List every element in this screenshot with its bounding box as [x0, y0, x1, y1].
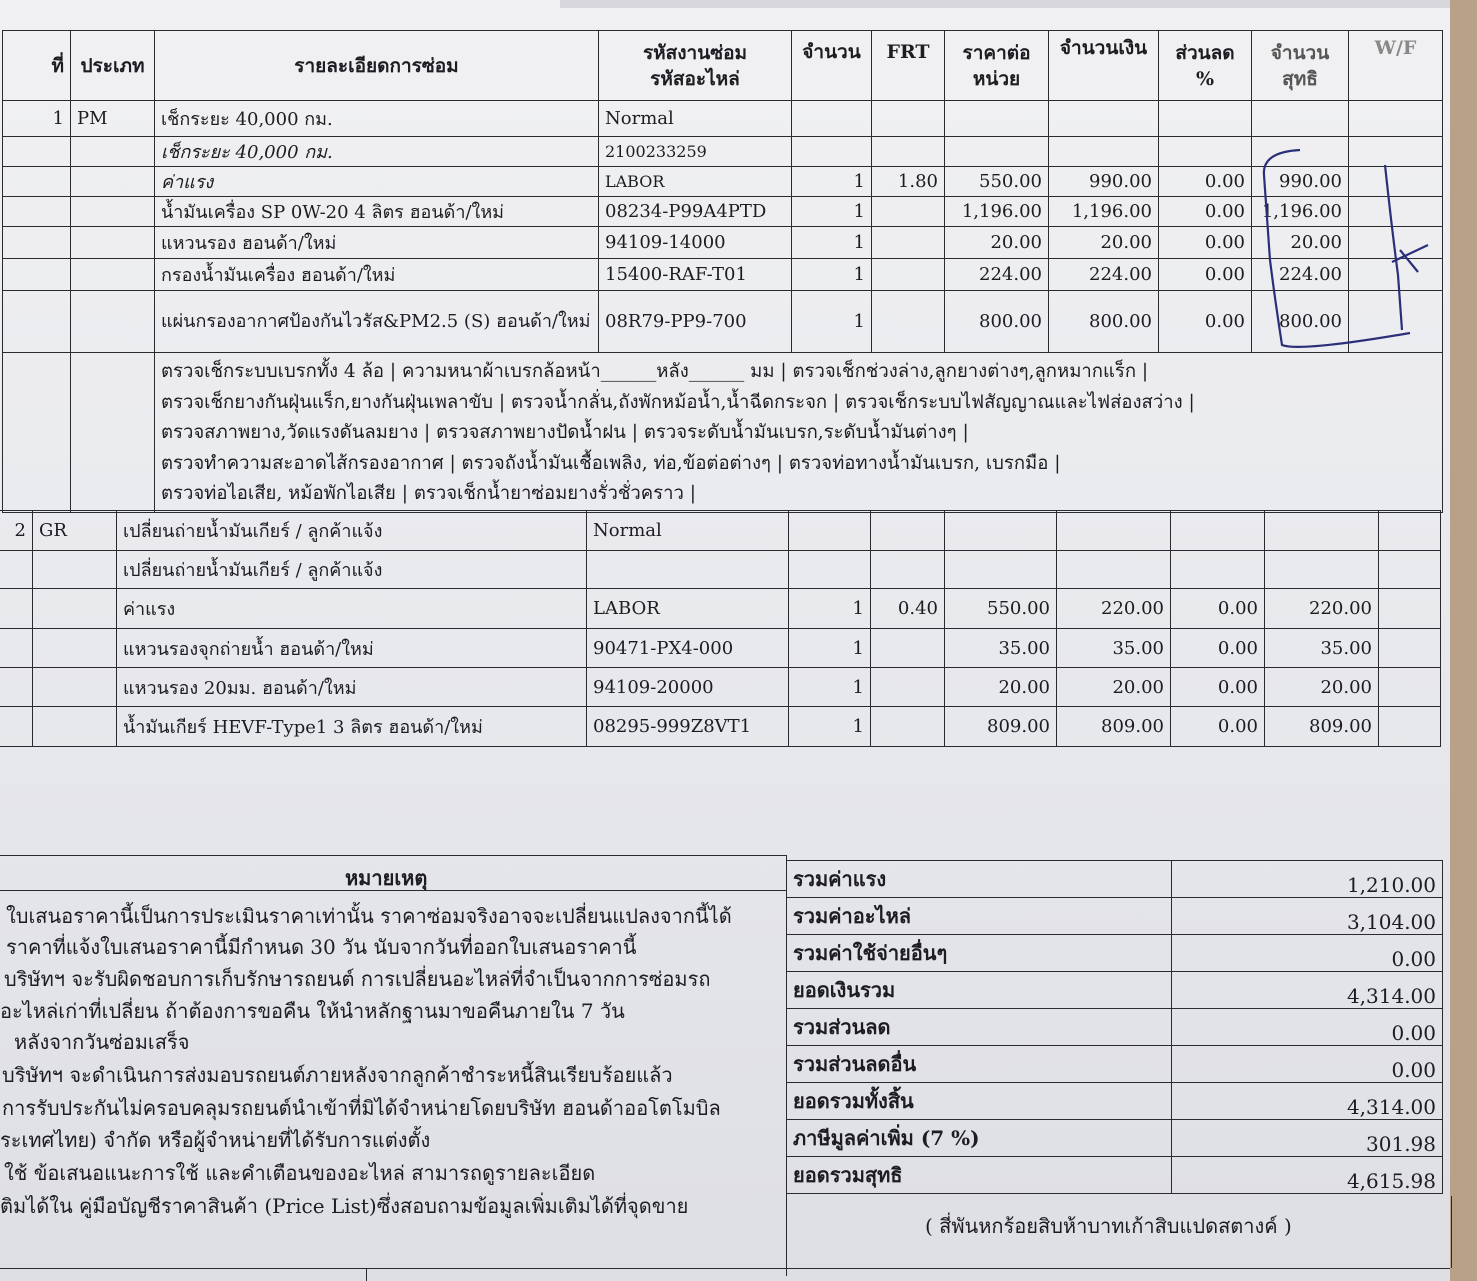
total-label: รวมค่าอะไหล่	[787, 898, 1172, 935]
repair-items-table	[2, 30, 1443, 513]
table-header-row	[3, 31, 1443, 101]
line-frt: 0.40	[871, 589, 945, 629]
checklist-line: ตรวจสภาพยาง,วัดแรงดันลมยาง | ตรวจสภาพยางปัดน้ำฝน | ตรวจระดับน้ำมันเบรก,ระดับน้ำมันต่างๆ |	[161, 422, 969, 444]
line-discount: 0.00	[1171, 589, 1265, 629]
table-row	[0, 707, 1441, 747]
header-amount: จำนวนเงิน	[1049, 31, 1159, 101]
note-line: ราคาที่แจ้งใบเสนอราคานี้มีกำหนด 30 วัน นับจากวันที่ออกใบเสนอราคานี้	[6, 935, 637, 959]
header-net: จำนวน สุทธิ	[1252, 31, 1349, 101]
line-unit-price: 809.00	[945, 707, 1057, 747]
line-qty: 1	[792, 259, 872, 291]
line-unit-price: 800.00	[945, 291, 1049, 353]
checklist-row	[3, 353, 1443, 513]
line-amount: 220.00	[1057, 589, 1171, 629]
line-frt	[872, 227, 945, 259]
total-value: 4,314.00	[1172, 1083, 1443, 1120]
line-frt	[872, 259, 945, 291]
bottom-divider	[366, 1268, 367, 1281]
paper-fold-shadow	[560, 0, 1450, 8]
line-net: 990.00	[1252, 167, 1349, 197]
line-qty: 1	[792, 167, 872, 197]
line-amount: 20.00	[1057, 668, 1171, 707]
note-line: การรับประกันไม่ครอบคลุมรถยนต์นำเข้าที่มิได้จำหน่ายโดยบริษัท ฮอนด้าออโตโมบิล	[2, 1096, 721, 1120]
checklist-line: ตรวจเช็กยางกันฝุ่นแร็ก,ยางกันฝุ่นเพลาขับ | ตรวจน้ำกลั่น,ถังพักหม้อน้ำ,น้ำฉีดกระจก | ตรวจเช็กระบบไฟสัญญาณและไฟส่องสว่าง |	[161, 391, 1195, 413]
line-unit-price: 35.00	[945, 629, 1057, 668]
table-row	[0, 668, 1441, 707]
header-wf: W/F	[1349, 31, 1443, 101]
header-frt: FRT	[872, 31, 945, 101]
line-qty: 1	[792, 227, 872, 259]
line-description: แผ่นกรองอากาศป้องกันไวรัส&PM2.5 (S) ฮอนด้า/ใหม่	[155, 291, 599, 353]
table-row	[3, 291, 1443, 353]
line-amount: 1,196.00	[1049, 197, 1159, 227]
checklist-line: ตรวจทำความสะอาดไส้กรองอากาศ | ตรวจถังน้ำมันเชื้อเพลิง, ท่อ,ข้อต่อต่างๆ | ตรวจท่อทางน้ำมันเบรก, เบรกมือ |	[161, 452, 1061, 474]
notes-title: หมายเหตุ	[345, 866, 428, 890]
line-code: 08234-P99A4PTD	[599, 197, 792, 227]
line-unit-price: 1,196.00	[945, 197, 1049, 227]
line-net: 20.00	[1252, 227, 1349, 259]
line-code: 94109-14000	[599, 227, 792, 259]
line-discount: 0.00	[1159, 197, 1252, 227]
line-qty: 1	[792, 291, 872, 353]
line-amount: 809.00	[1057, 707, 1171, 747]
note-line: ติมได้ใน คู่มือบัญชีราคาสินค้า (Price List)ซึ่งสอบถามข้อมูลเพิ่มเติมได้ที่จุดขาย	[0, 1194, 689, 1218]
line-amount: 35.00	[1057, 629, 1171, 668]
line-qty: 1	[789, 707, 871, 747]
total-label: ภาษีมูลค่าเพิ่ม (7 %)	[787, 1120, 1172, 1157]
checklist-line: ตรวจเช็กระบบเบรกทั้ง 4 ล้อ | ความหนาผ้าเบรกล้อหน้า______หลัง______ มม | ตรวจเช็กช่วงล่าง,ลูกยางต่างๆ,ลูกหมากแร็ก |	[161, 361, 1149, 383]
line-discount: 0.00	[1159, 259, 1252, 291]
bottom-rule	[0, 1268, 1450, 1269]
total-value: 0.00	[1172, 1009, 1443, 1046]
total-row	[787, 1157, 1443, 1194]
line-unit-price: 224.00	[945, 259, 1049, 291]
line-qty: 1	[789, 668, 871, 707]
total-label: ยอดรวมทั้งสิ้น	[787, 1083, 1172, 1120]
line-code: 08R79-PP9-700	[599, 291, 792, 353]
line-discount: 0.00	[1171, 629, 1265, 668]
job-subtitle: เช็กระยะ 40,000 กม.	[155, 137, 599, 167]
table-row	[0, 629, 1441, 668]
line-unit-price: 20.00	[945, 668, 1057, 707]
line-description: กรองน้ำมันเครื่อง ฮอนด้า/ใหม่	[155, 259, 599, 291]
line-description: แหวนรอง ฮอนด้า/ใหม่	[155, 227, 599, 259]
total-label: รวมค่าแรง	[787, 861, 1172, 898]
repair-items-table-2	[0, 510, 1441, 747]
inspection-checklist	[155, 353, 1443, 513]
total-value: 4,615.98	[1172, 1157, 1443, 1194]
line-amount: 990.00	[1049, 167, 1159, 197]
job-code: Normal	[599, 101, 792, 137]
header-no: ที่	[3, 31, 71, 101]
line-discount: 0.00	[1171, 668, 1265, 707]
table-row	[0, 589, 1441, 629]
total-row	[787, 898, 1443, 935]
line-qty: 1	[789, 589, 871, 629]
line-code: 08295-999Z8VT1	[587, 707, 789, 747]
total-value: 1,210.00	[1172, 861, 1443, 898]
note-line: ระเทศไทย) จำกัด หรือผู้จำหน่ายที่ได้รับการแต่งตั้ง	[0, 1128, 431, 1152]
line-unit-price: 550.00	[945, 167, 1049, 197]
note-line: อะไหล่เก่าที่เปลี่ยน ถ้าต้องการขอคืน ให้นำหลักฐานมาขอคืนภายใน 7 วัน	[0, 999, 625, 1023]
table-row	[3, 259, 1443, 291]
line-code: 15400-RAF-T01	[599, 259, 792, 291]
job-subtitle: เปลี่ยนถ่ายน้ำมันเกียร์ / ลูกค้าแจ้ง	[117, 551, 587, 589]
total-row	[787, 1009, 1443, 1046]
line-amount: 20.00	[1049, 227, 1159, 259]
line-code: 94109-20000	[587, 668, 789, 707]
job-subcode: 2100233259	[599, 137, 792, 167]
line-discount: 0.00	[1159, 227, 1252, 259]
amount-in-words: ( สี่พันหกร้อยสิบห้าบาทเก้าสิบแปดสตางค์ )	[925, 1214, 1292, 1238]
item-type: PM	[71, 101, 155, 137]
header-code: รหัสงานซ่อม รหัสอะไหล่	[599, 31, 792, 101]
total-row	[787, 861, 1443, 898]
line-description: น้ำมันเครื่อง SP 0W-20 4 ลิตร ฮอนด้า/ใหม่	[155, 197, 599, 227]
line-frt	[871, 668, 945, 707]
line-net: 809.00	[1265, 707, 1379, 747]
line-net: 220.00	[1265, 589, 1379, 629]
job-code: Normal	[587, 511, 789, 551]
line-description: น้ำมันเกียร์ HEVF-Type1 3 ลิตร ฮอนด้า/ใหม่	[117, 707, 587, 747]
line-description: แหวนรองจุกถ่ายน้ำ ฮอนด้า/ใหม่	[117, 629, 587, 668]
line-discount: 0.00	[1159, 167, 1252, 197]
line-unit-price: 550.00	[945, 589, 1057, 629]
line-net: 224.00	[1252, 259, 1349, 291]
line-net: 20.00	[1265, 668, 1379, 707]
item-no: 1	[3, 101, 71, 137]
note-line: ใช้ ข้อเสนอแนะการใช้ และคำเตือนของอะไหล่ สามารถดูรายละเอียด	[4, 1161, 596, 1185]
table-row	[3, 101, 1443, 137]
table-row	[3, 137, 1443, 167]
line-discount: 0.00	[1171, 707, 1265, 747]
line-amount: 224.00	[1049, 259, 1159, 291]
total-label: รวมส่วนลด	[787, 1009, 1172, 1046]
checklist-line: ตรวจท่อไอเสีย, หม้อพักไอเสีย | ตรวจเช็กน้ำยาซ่อมยางรั่วชั่วคราว |	[161, 483, 696, 505]
line-description: ค่าแรง	[155, 167, 599, 197]
note-line: บริษัทฯ จะรับผิดชอบการเก็บรักษารถยนต์ การเปลี่ยนอะไหล่ที่จำเป็นจากการซ่อมรถ	[4, 967, 711, 991]
total-row	[787, 972, 1443, 1009]
total-label: ยอดรวมสุทธิ	[787, 1157, 1172, 1194]
total-value: 4,314.00	[1172, 972, 1443, 1009]
header-qty: จำนวน	[792, 31, 872, 101]
table-row	[3, 227, 1443, 259]
line-frt	[872, 197, 945, 227]
total-row	[787, 1046, 1443, 1083]
header-type: ประเภท	[71, 31, 155, 101]
line-frt: 1.80	[872, 167, 945, 197]
line-code: LABOR	[587, 589, 789, 629]
line-frt	[871, 629, 945, 668]
table-row	[3, 197, 1443, 227]
total-value: 301.98	[1172, 1120, 1443, 1157]
line-amount: 800.00	[1049, 291, 1159, 353]
total-value: 0.00	[1172, 935, 1443, 972]
job-title: เปลี่ยนถ่ายน้ำมันเกียร์ / ลูกค้าแจ้ง	[117, 511, 587, 551]
background-edge	[1450, 0, 1477, 1281]
total-label: รวมค่าใช้จ่ายอื่นๆ	[787, 935, 1172, 972]
job-title: เช็กระยะ 40,000 กม.	[155, 101, 599, 137]
table-row	[0, 511, 1441, 551]
line-net: 800.00	[1252, 291, 1349, 353]
line-net: 1,196.00	[1252, 197, 1349, 227]
line-qty: 1	[792, 197, 872, 227]
line-description: ค่าแรง	[117, 589, 587, 629]
total-value: 0.00	[1172, 1046, 1443, 1083]
table-row	[3, 167, 1443, 197]
note-line: บริษัทฯ จะดำเนินการส่งมอบรถยนต์ภายหลังจากลูกค้าชำระหนี้สินเรียบร้อยแล้ว	[2, 1063, 673, 1087]
line-frt	[872, 291, 945, 353]
totals-table	[786, 860, 1443, 1194]
line-code: 90471-PX4-000	[587, 629, 789, 668]
line-frt	[871, 707, 945, 747]
total-row	[787, 935, 1443, 972]
line-unit-price: 20.00	[945, 227, 1049, 259]
note-line: ใบเสนอราคานี้เป็นการประเมินราคาเท่านั้น ราคาซ่อมจริงอาจจะเปลี่ยนแปลงจากนี้ได้	[6, 904, 732, 928]
total-label: รวมส่วนลดอื่น	[787, 1046, 1172, 1083]
header-unit-price: ราคาต่อ หน่วย	[945, 31, 1049, 101]
total-value: 3,104.00	[1172, 898, 1443, 935]
line-net: 35.00	[1265, 629, 1379, 668]
item-type: GR	[33, 511, 117, 551]
line-code: LABOR	[599, 167, 792, 197]
item-no: 2	[0, 511, 33, 551]
note-line: หลังจากวันซ่อมเสร็จ	[14, 1030, 190, 1054]
line-discount: 0.00	[1159, 291, 1252, 353]
total-row	[787, 1083, 1443, 1120]
header-description: รายละเอียดการซ่อม	[155, 31, 599, 101]
header-discount: ส่วนลด %	[1159, 31, 1252, 101]
line-description: แหวนรอง 20มม. ฮอนด้า/ใหม่	[117, 668, 587, 707]
table-row	[0, 551, 1441, 589]
total-row	[787, 1120, 1443, 1157]
total-label: ยอดเงินรวม	[787, 972, 1172, 1009]
line-qty: 1	[789, 629, 871, 668]
